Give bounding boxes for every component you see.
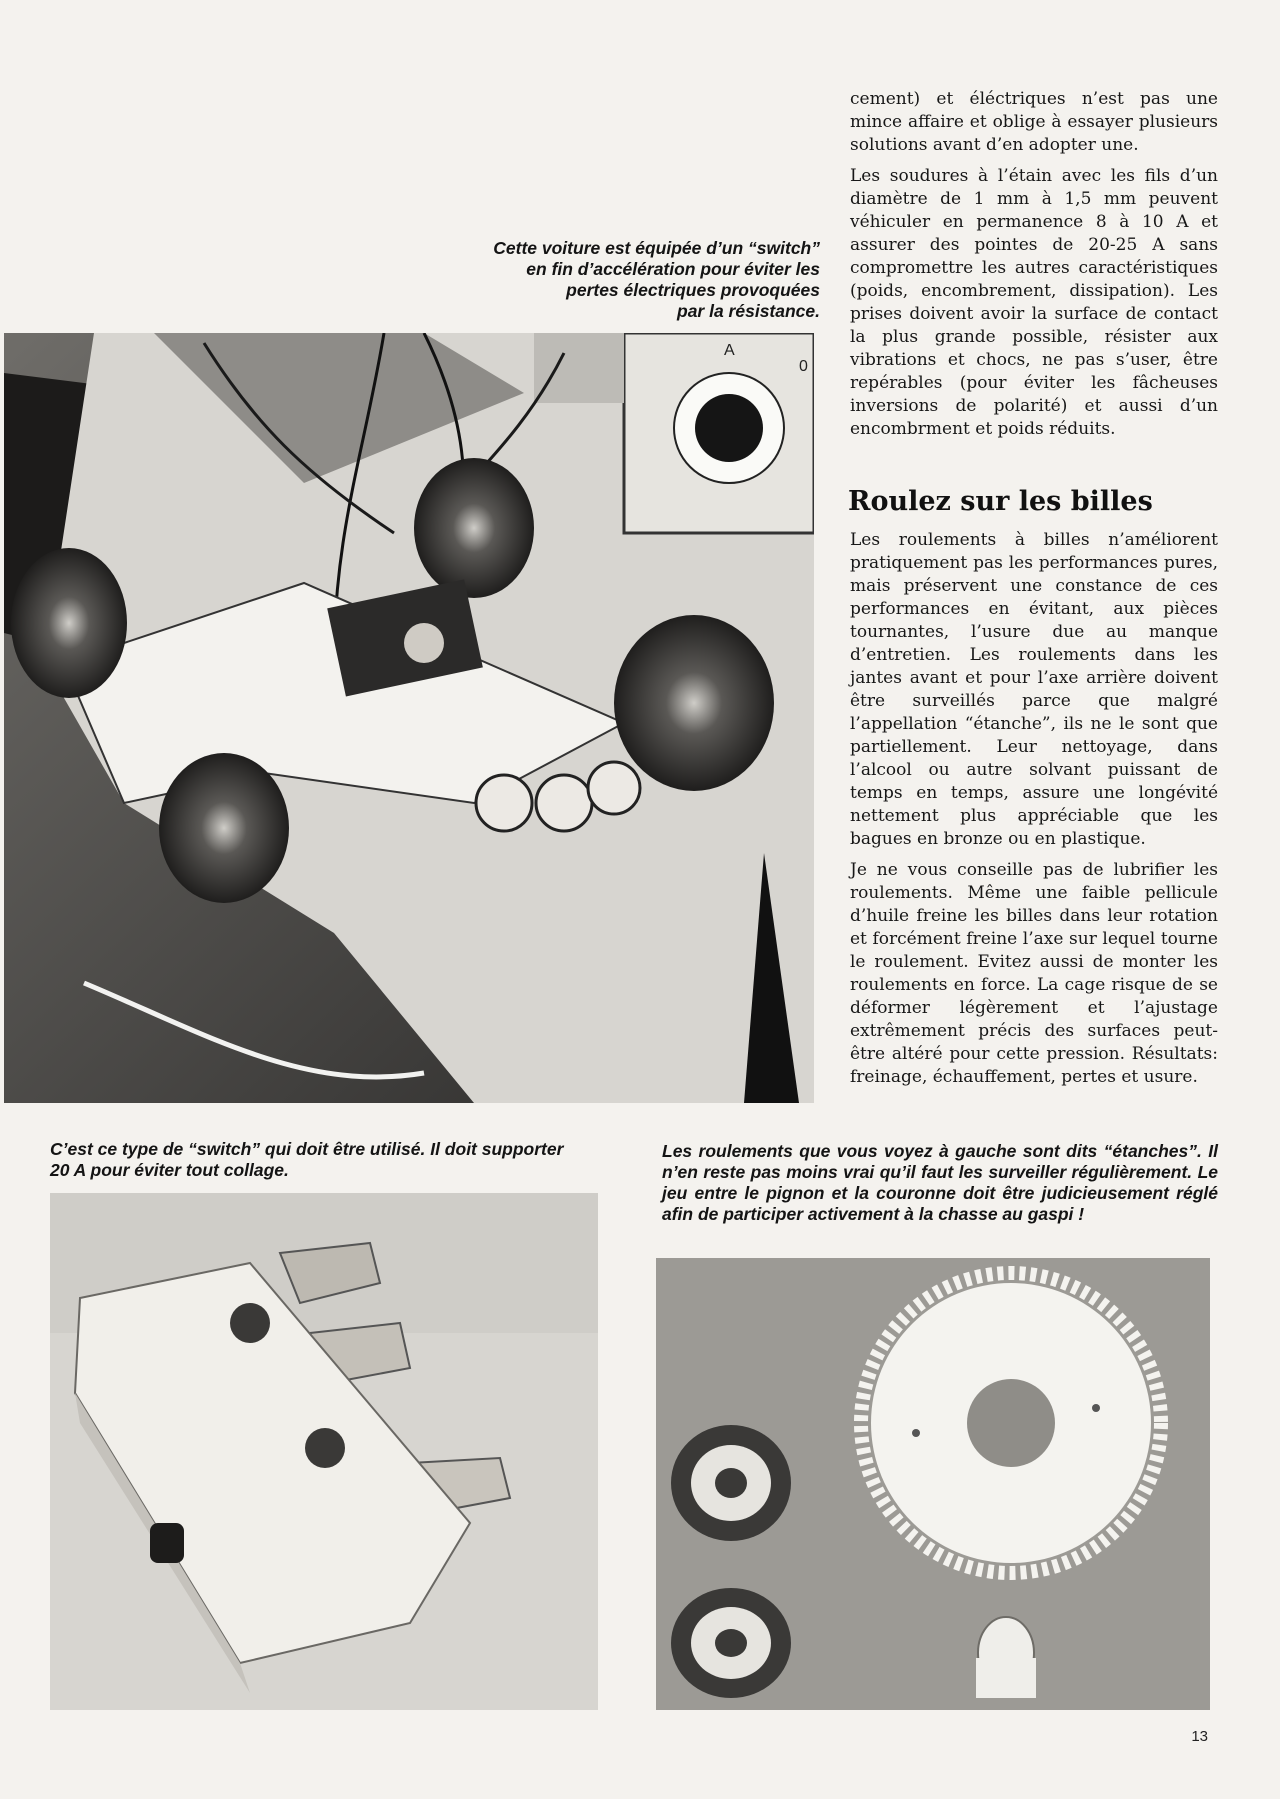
- article-paragraph: Les roulements à billes n’améliorent pratiquement pas les performances pures, mais préservent une constance de ces performances en évitant, aux pièces tournantes, l’usure due au manque d’entretien. Les roulements dans les jantes avant et pour l’axe arrière doivent être surveillés parce que malgré l’appellation “étanche”, ils ne le sont que partiellement. Leur nettoyage, dans l’alcool ou autre solvant puissant de temps en temps, assure une longévité nettement plus appréciable que les bagues en bronze ou en plastique.: [850, 530, 1218, 849]
- rear-wheel-left: [414, 458, 534, 598]
- front-wheel-right: [159, 753, 289, 903]
- pinion-gear: [976, 1617, 1036, 1698]
- photo-caption-bearings: Les roulements que vous voyez à gauche sont dits “étanches”. Il n’en reste pas moins vrai qu’il faut les surveiller régulièrement. Le jeu entre le pignon et la couronne doit être judicieusement réglé afin de participer activement à la chasse au gaspi !: [662, 1141, 1218, 1224]
- article-paragraph: Les soudures à l’étain avec les fils d’un diamètre de 1 mm à 1,5 mm peuvent véhiculer en permanence 8 à 10 A et assurer des pointes de 20-25 A sans compromettre les autres caractéristiques (poids, encombrement, dissipation). Les prises doivent avoir la surface de contact la plus grande possible, résister aux vibrations et chocs, ne pas s’user, être repérables (pour éviter les fâcheuses inversions de polarité) et aussi d’un encombrment et poids réduits.: [850, 166, 1218, 439]
- switch-photo-illustration: [50, 1193, 598, 1710]
- caption-line: pertes électriques provoquées: [566, 280, 820, 300]
- page-number: 13: [1191, 1728, 1208, 1745]
- caption-line: par la résistance.: [677, 301, 820, 321]
- car-photo-illustration: [4, 333, 814, 1103]
- photo-caption-car: [440, 238, 820, 322]
- front-wheel-left: [11, 548, 127, 698]
- ball-bearing-bottom: [671, 1588, 791, 1698]
- photo-caption-switch: [50, 1139, 610, 1181]
- meter-scale-zero: 0: [799, 358, 808, 375]
- article-column-bottom: [850, 529, 1218, 1097]
- switch-actuator: [150, 1523, 184, 1563]
- article-column-top: [850, 88, 1218, 449]
- ball-bearing-top: [671, 1425, 791, 1541]
- article-paragraph: Je ne vous conseille pas de lubrifier les roulements. Même une faible pellicule d’huile freine les billes dans leur rotation et forcément freine l’axe sur lequel tourne le roulement. Evitez aussi de monter les roulements en force. La cage risque de se déformer légèrement et l’ajustage extrêmement précis des surfaces peut-être altéré pour cette pression. Résultats: freinage, échauffement, pertes et usure.: [850, 860, 1218, 1087]
- photo-microswitch: [50, 1193, 598, 1710]
- caption-line: en fin d’accélération pour éviter les: [526, 259, 820, 279]
- caption-line: C’est ce type de “switch” qui doit être utilisé. Il doit supporter: [50, 1139, 564, 1159]
- meter-scale-a: A: [724, 342, 735, 359]
- rear-wheel-right: [614, 615, 774, 791]
- caption-line: Cette voiture est équipée d’un “switch”: [493, 238, 820, 258]
- photo-rc-car: [4, 333, 814, 1103]
- section-heading: Roulez sur les billes: [848, 486, 1153, 517]
- bearings-photo-illustration: [656, 1258, 1210, 1710]
- photo-bearings-gear: [656, 1258, 1210, 1710]
- caption-line: 20 A pour éviter tout collage.: [50, 1160, 289, 1180]
- article-paragraph: cement) et éléctriques n’est pas une mince affaire et oblige à essayer plusieurs solutions avant d’en adopter une.: [850, 89, 1218, 155]
- multimeter: [624, 333, 814, 533]
